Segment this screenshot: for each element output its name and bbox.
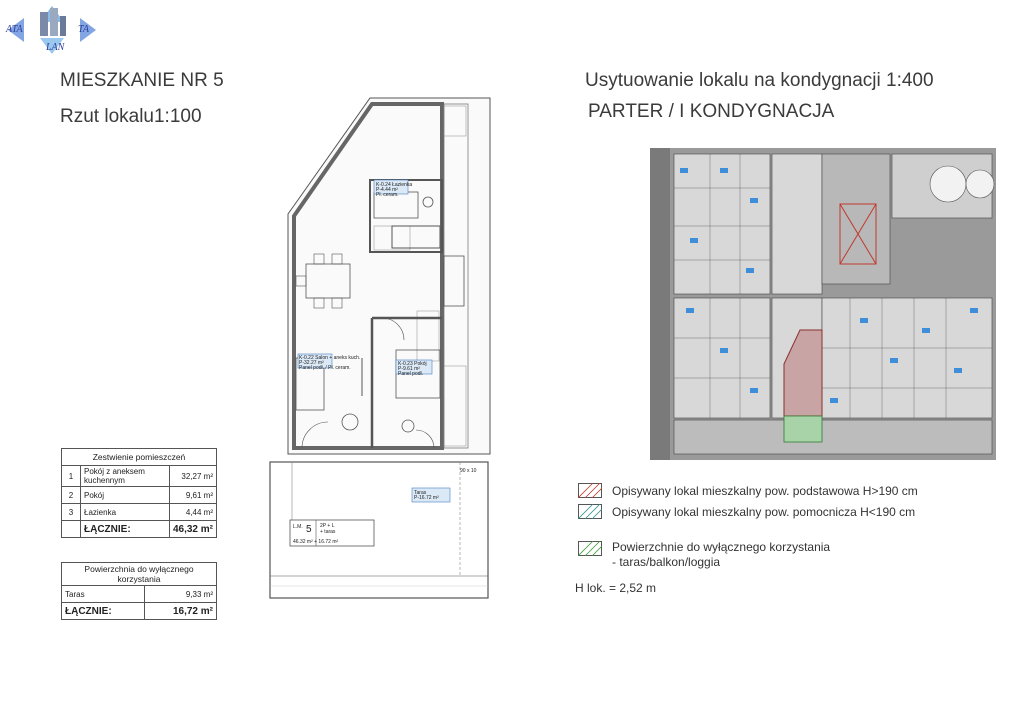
bathroom-label-1: K-0.24 Łazienka bbox=[376, 182, 413, 188]
bedroom-label-3: Panel podł. bbox=[398, 371, 424, 377]
unit-area: 46.32 m² + 16.72 m² bbox=[293, 539, 339, 545]
exclusive-use-table bbox=[61, 562, 217, 620]
floor-title: PARTER / I KONDYGNACJA bbox=[588, 101, 835, 122]
company-logo bbox=[4, 4, 100, 56]
bedroom-label-2: P-9.61 m² bbox=[398, 366, 420, 372]
legend-exclusive-area: Powierzchnie do wyłącznego korzystania bbox=[612, 540, 831, 554]
rooms-total-row: ŁĄCZNIE: 46,32 m² bbox=[62, 521, 217, 538]
apartment-floor-plan bbox=[262, 96, 492, 602]
unit-number: 5 bbox=[306, 524, 312, 535]
unit-label: L.M. bbox=[293, 524, 303, 530]
rooms-summary-table bbox=[61, 448, 217, 538]
bathroom-label-3: Pł. ceram. bbox=[376, 192, 399, 198]
legend-primary-area: Opisywany lokal mieszkalny pow. podstawowa H>190 cm bbox=[612, 484, 918, 498]
logo-text-bottom: LAN bbox=[46, 42, 65, 53]
plan-scale-title: Rzut lokalu1:100 bbox=[60, 106, 202, 127]
table-row: Taras 9,33 m² bbox=[62, 586, 217, 603]
logo-text-right: TA bbox=[78, 24, 89, 35]
legend-swatch-exclusive-area bbox=[578, 541, 602, 556]
terrace-label-1: Taras bbox=[414, 490, 427, 496]
terrace-label-2: P-16.72 m² bbox=[414, 495, 439, 501]
unit-description-1: 2P + L bbox=[320, 523, 335, 529]
unit-description-2: + taras bbox=[320, 529, 336, 535]
apartment-title: MIESZKANIE NR 5 bbox=[60, 70, 224, 91]
floor-location-plan bbox=[650, 148, 996, 460]
living-room-label-1: K-0.22 Salon + aneks kuch. bbox=[299, 355, 361, 361]
logo-text-left: ATA bbox=[6, 24, 23, 35]
exclusive-table-header: Powierzchnia do wyłącznego korzystania bbox=[62, 563, 217, 586]
rooms-table-header: Zestwienie pomieszczeń bbox=[62, 449, 217, 466]
legend-auxiliary-area: Opisywany lokal mieszkalny pow. pomocnicza H<190 cm bbox=[612, 505, 916, 519]
location-title: Usytuowanie lokalu na kondygnacji 1:400 bbox=[585, 70, 934, 91]
legend-exclusive-area-detail: - taras/balkon/loggia bbox=[612, 555, 721, 569]
legend-swatch-auxiliary-area bbox=[578, 504, 602, 519]
living-room-label-2: P-32.27 m² bbox=[299, 360, 324, 366]
living-room-label-3: Panel podł. / Pł. ceram. bbox=[299, 365, 351, 371]
table-row: 3 Łazienka 4,44 m² bbox=[62, 504, 217, 521]
exclusive-total-row: ŁĄCZNIE: 16,72 m² bbox=[62, 603, 217, 620]
legend-swatch-primary-area bbox=[578, 483, 602, 498]
table-row: 1 Pokój z aneksem kuchennym 32,27 m² bbox=[62, 466, 217, 487]
table-row: 2 Pokój 9,61 m² bbox=[62, 487, 217, 504]
apartment-height-note: H lok. = 2,52 m bbox=[575, 581, 657, 595]
bathroom-label-2: P-4.44 m² bbox=[376, 187, 398, 193]
terrace-dimension: 90 x 10 bbox=[460, 468, 477, 474]
bedroom-label-1: K-0.23 Pokój bbox=[398, 361, 427, 367]
